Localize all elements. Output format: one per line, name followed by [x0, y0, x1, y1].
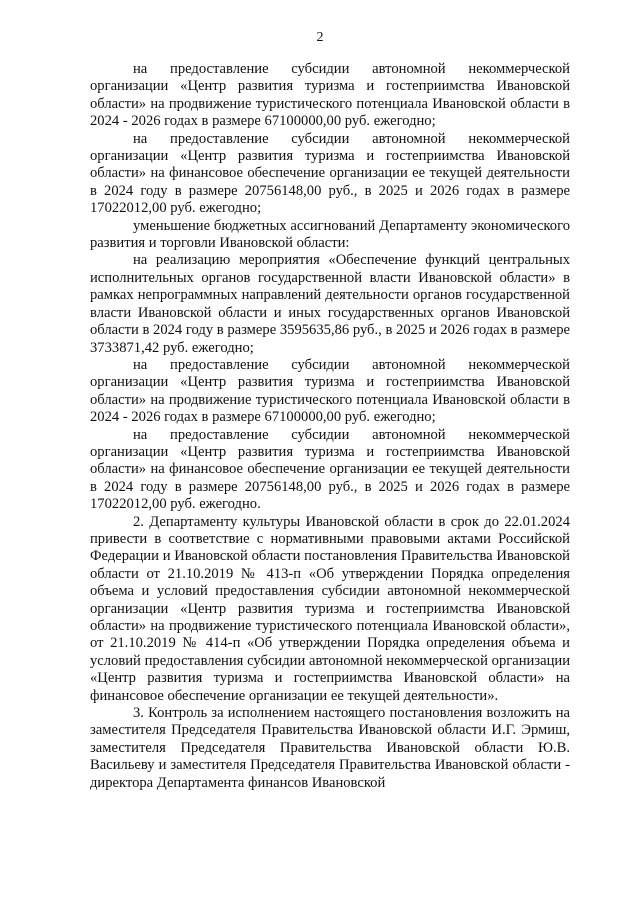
paragraph-subsidy-current-activity-reduction: на предоставление субсидии автономной некоммерческой организации «Центр развития туризма и гостеприимства Ивановской области» на финансовое обеспечение организации ее текущей деятельности в 2024 году в размере 20756148,00 руб., в 2025 и 2026 годах в размере 17022012,00 руб. ежегодно. — [90, 426, 570, 513]
paragraph-item-3-control: 3. Контроль за исполнением настоящего постановления возложить на заместителя Председателя Правительства Ивановской области И.Г. Эрмиш, заместителя Председателя Правительства Ивановской области Ю.В. Васильеву и заместителя Председателя Правительства Ивановской области - директора Департамента финансов Ивановской — [90, 705, 570, 791]
paragraph-central-bodies-functions: на реализацию мероприятия «Обеспечение функций центральных исполнительных органов государственной власти Ивановской области» в рамках непрограммных направлений деятельности органов государственной власти Ивановской области и иных государственных органов Ивановской области в 2024 году в размере 3595635,86 руб., в 2025 и 2026 годах в размере 3733871,42 руб. ежегодно; — [90, 252, 570, 356]
paragraph-subsidy-tourism-promotion: на предоставление субсидии автономной некоммерческой организации «Центр развития туризма и гостеприимства Ивановской области» на продвижение туристического потенциала Ивановской области в 2024 - 2026 годах в размере 67100000,00 руб. ежегодно; — [90, 61, 570, 130]
page-number: 2 — [316, 30, 324, 45]
paragraph-subsidy-tourism-promotion-reduction: на предоставление субсидии автономной некоммерческой организации «Центр развития туризма и гостеприимства Ивановской области» на продвижение туристического потенциала Ивановской области в 2024 - 2026 годах в размере 67100000,00 руб. ежегодно; — [90, 356, 570, 426]
paragraph-item-2-culture-department: 2. Департаменту культуры Ивановской области в срок до 22.01.2024 привести в соответствие с нормативными правовыми актами Российской Федерации и Ивановской области постановления Правительства Ивановской области от 21.10.2019 № 413-п «Об утверждении Порядка определения объема и условий предоставления субсидии автономной некоммерческой организации «Центр развития туризма и гостеприимства Ивановской области» на продвижение туристического потенциала Ивановской области», от 21.10.2019 № 414-п «Об утверждении Порядка определения объема и условий предоставления субсидии автономной некоммерческой организации «Центр развития туризма и гостеприимства Ивановской области» на финансовое обеспечение организации ее текущей деятельности». — [90, 513, 570, 704]
document-body — [90, 61, 570, 792]
paragraph-subsidy-current-activity: на предоставление субсидии автономной некоммерческой организации «Центр развития туризма и гостеприимства Ивановской области» на финансовое обеспечение организации ее текущей деятельности в 2024 году в размере 20756148,00 руб., в 2025 и 2026 годах в размере 17022012,00 руб. ежегодно; — [90, 130, 570, 217]
paragraph-reduction-heading: уменьшение бюджетных ассигнований Департаменту экономического развития и торговли Ивановской области: — [90, 217, 570, 252]
